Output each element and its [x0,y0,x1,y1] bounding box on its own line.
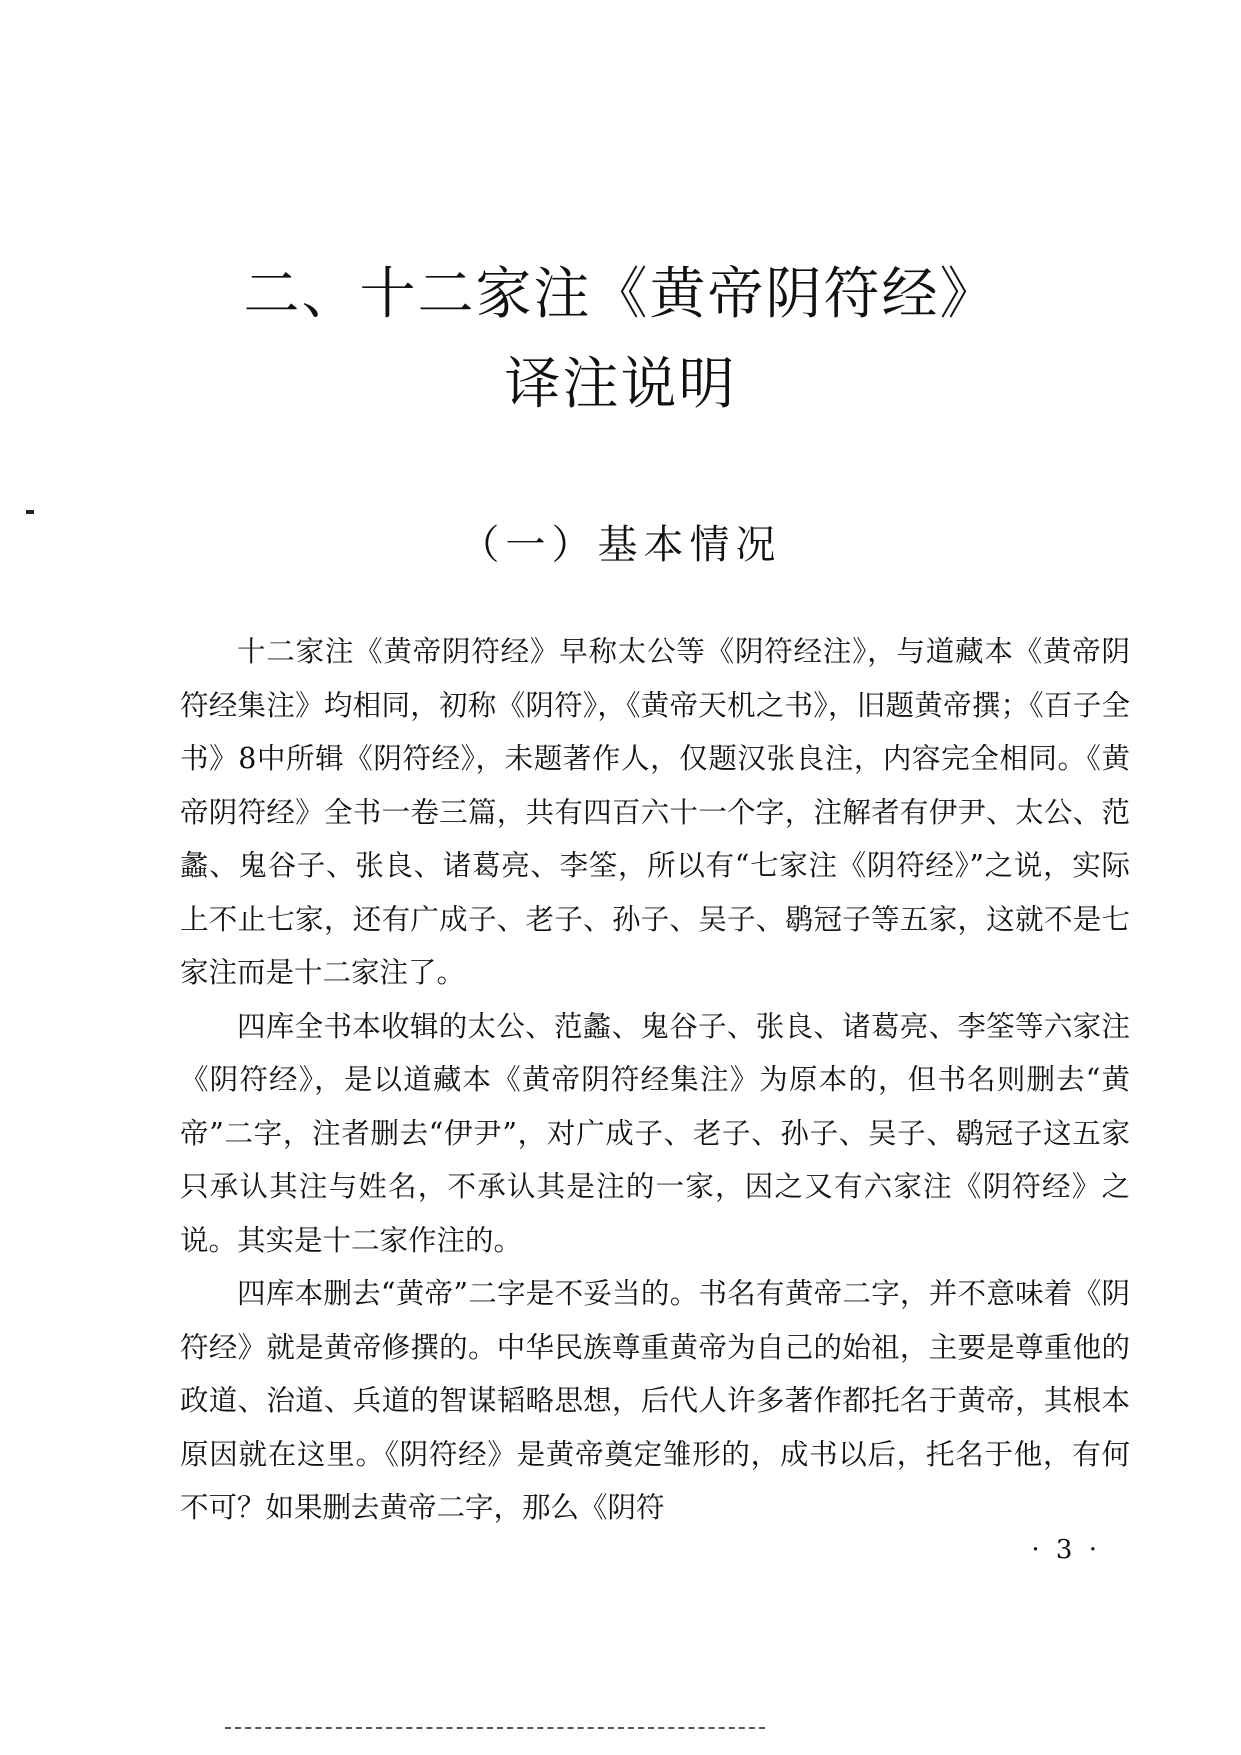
chapter-title-line-2: 译注说明 [504,352,737,417]
scan-margin-mark [26,510,34,514]
body-text [180,625,1130,1535]
page-number: · 3 · [1031,1535,1101,1565]
chapter-title-line-1: 二、十二家注《黄帝阴符经》 [243,262,998,327]
paragraph-2: 四库全书本收辑的太公、范蠡、鬼谷子、张良、诸葛亮、李筌等六家注《阴符经》，是以道藏本《黄帝阴符经集注》为原本的，但书名则删去“黄帝”二字，注者删去“伊尹”，对广成子、老子、孙子、吴子、鹖冠子这五家只承认其注与姓名，不承认其是注的一家，因之又有六家注《阴符经》之说。其实是十二家作注的。 [180,1009,1130,1257]
section-heading: （一）基本情况 [459,522,782,568]
scan-bottom-rule [225,1727,765,1729]
paragraph-3: 四库本删去“黄帝”二字是不妥当的。书名有黄帝二字，并不意味着《阴符经》就是黄帝修撰的。中华民族尊重黄帝为自己的始祖，主要是尊重他的政道、治道、兵道的智谋韬略思想，后代人许多著作都托名于黄帝，其根本原因就在这里。《阴符经》是黄帝奠定雏形的，成书以后，托名于他，有何不可？如果删去黄帝二字，那么《阴符 [180,1277,1130,1524]
paragraph-1: 十二家注《黄帝阴符经》早称太公等《阴符经注》，与道藏本《黄帝阴符经集注》均相同，初称《阴符》，《黄帝天机之书》，旧题黄帝撰；《百子全书》8中所辑《阴符经》，未题著作人，仅题汉张良注，内容完全相同。《黄帝阴符经》全书一卷三篇，共有四百六十一个字，注解者有伊尹、太公、范蠡、鬼谷子、张良、诸葛亮、李筌，所以有“七家注《阴符经》”之说，实际上不止七家，还有广成子、老子、孙子、吴子、鹖冠子等五家，这就不是七家注而是十二家注了。 [180,635,1130,989]
